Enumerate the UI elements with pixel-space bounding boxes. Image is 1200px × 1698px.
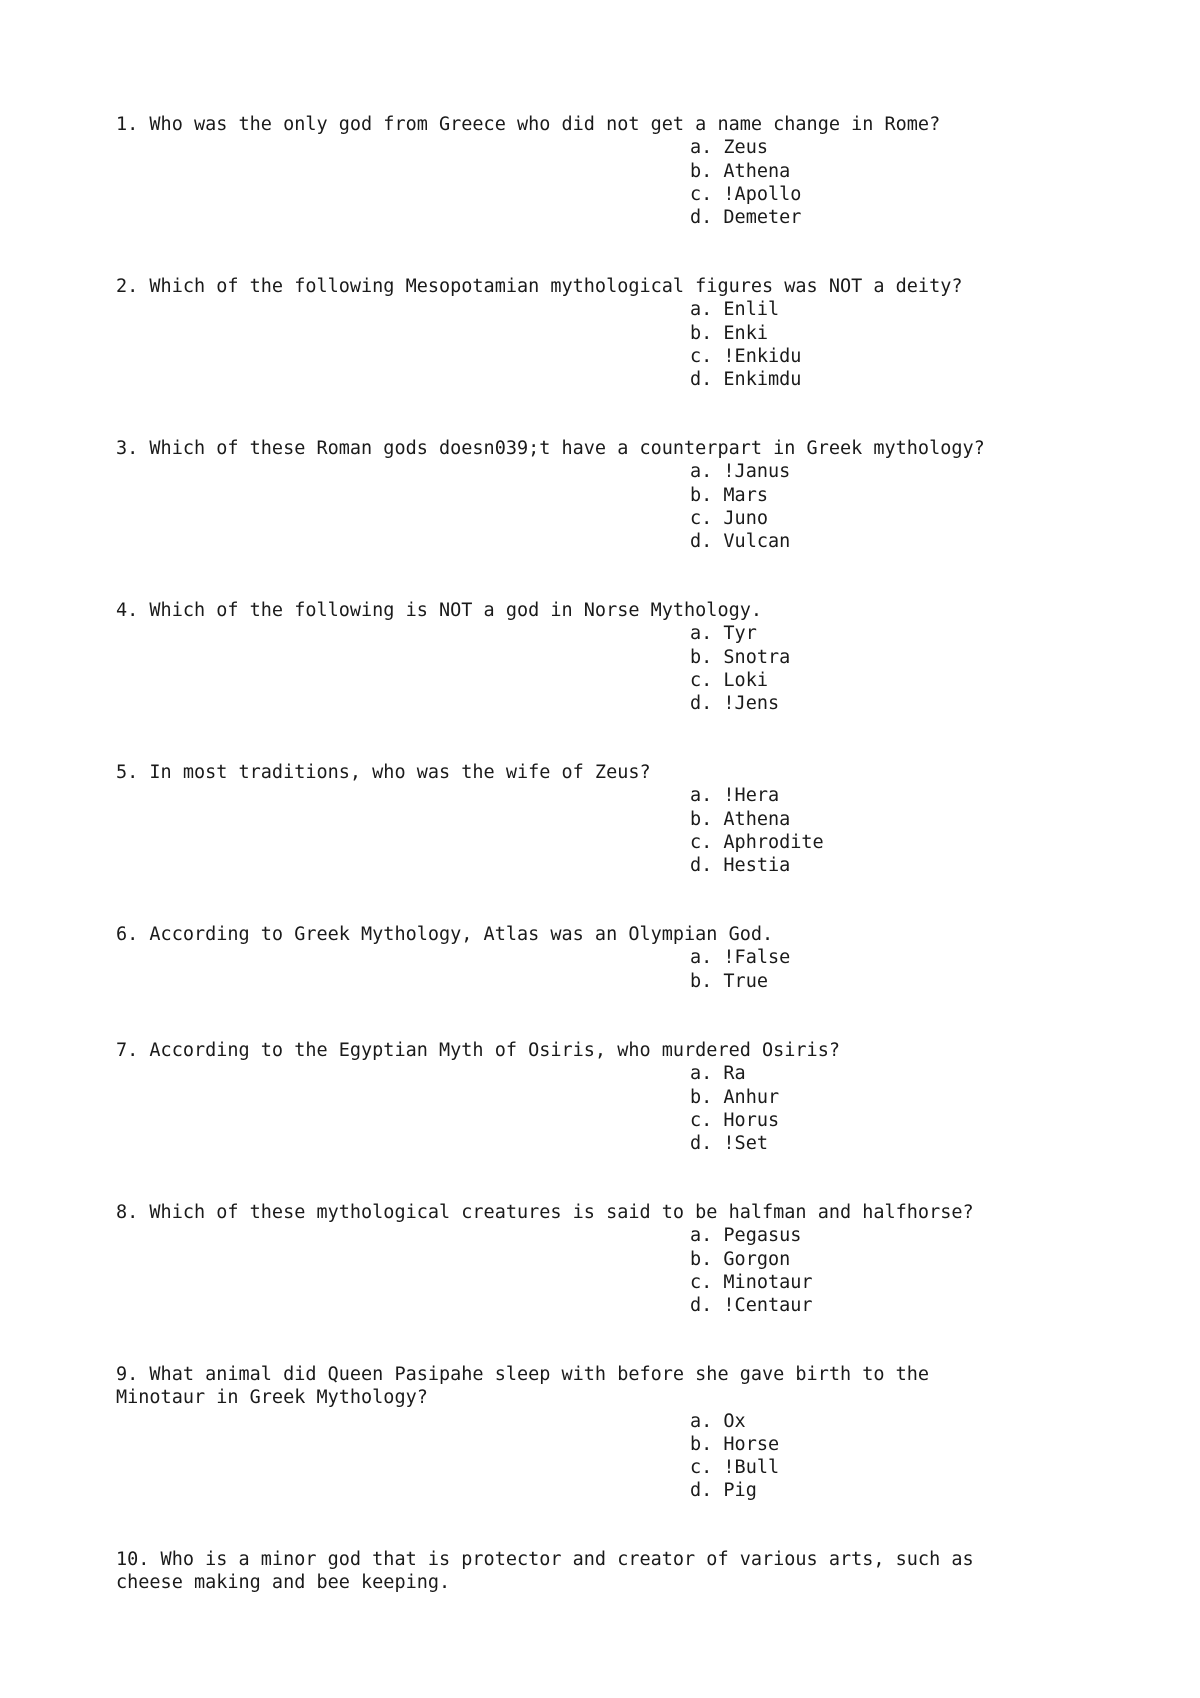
question-text: 9. What animal did Queen Pasipahe sleep with before she gave birth to the Minotaur in Greek Mythology? (116, 1364, 930, 1409)
answer-options (690, 622, 1116, 715)
answer-option: d. Enkimdu (690, 369, 802, 391)
answer-options (690, 784, 1116, 877)
question-6 (116, 923, 1116, 993)
question-4 (116, 599, 1116, 715)
answer-option: d. Demeter (690, 207, 802, 229)
question-5 (116, 761, 1116, 877)
answer-option: d. Hestia (690, 855, 791, 877)
answer-options (690, 136, 1116, 229)
question-9 (116, 1363, 1116, 1503)
answer-option: d. !Centaur (690, 1295, 813, 1317)
question-text: 4. Which of the following is NOT a god in Norse Mythology. (116, 600, 763, 621)
answer-option: b. True (690, 970, 768, 992)
answer-options (690, 946, 1116, 993)
question-text: 1. Who was the only god from Greece who did not get a name change in Rome? (116, 114, 941, 135)
answer-option: b. Enki (690, 322, 768, 344)
answer-option: a. Zeus (690, 137, 768, 159)
answer-option: b. Snotra (690, 646, 791, 668)
question-text: 7. According to the Egyptian Myth of Osiris, who murdered Osiris? (116, 1040, 840, 1061)
answer-option: d. Pig (690, 1480, 757, 1502)
question-text: 2. Which of the following Mesopotamian mythological figures was NOT a deity? (116, 276, 963, 297)
answer-option: b. Horse (690, 1433, 780, 1455)
answer-option: a. !Janus (690, 461, 791, 483)
question-1 (116, 113, 1116, 229)
answer-option: c. !Enkidu (690, 345, 802, 367)
answer-option: b. Mars (690, 484, 768, 506)
answer-option: a. Tyr (690, 623, 757, 645)
question-3 (116, 437, 1116, 553)
answer-option: c. Aphrodite (690, 831, 824, 853)
question-8 (116, 1201, 1116, 1317)
answer-option: a. Pegasus (690, 1225, 802, 1247)
question-text: 5. In most traditions, who was the wife of Zeus? (116, 762, 651, 783)
question-10 (116, 1548, 1116, 1595)
answer-options (690, 298, 1116, 391)
answer-option: b. Athena (690, 160, 791, 182)
answer-options (690, 1224, 1116, 1317)
question-7 (116, 1039, 1116, 1155)
answer-option: c. Horus (690, 1109, 780, 1131)
answer-option: c. !Apollo (690, 183, 802, 205)
answer-options (690, 1062, 1116, 1155)
question-text: 10. Who is a minor god that is protector and creator of various arts, such as cheese making and bee keeping. (116, 1549, 974, 1594)
answer-option: c. Minotaur (690, 1271, 813, 1293)
question-text: 3. Which of these Roman gods doesn039;t have a counterpart in Greek mythology? (116, 438, 985, 459)
answer-option: d. !Set (690, 1133, 768, 1155)
answer-option: a. Ra (690, 1063, 746, 1085)
question-text: 6. According to Greek Mythology, Atlas was an Olympian God. (116, 924, 774, 945)
answer-option: a. !False (690, 947, 791, 969)
answer-option: a. !Hera (690, 785, 780, 807)
answer-option: b. Anhur (690, 1086, 780, 1108)
question-2 (116, 275, 1116, 391)
answer-option: c. Juno (690, 507, 768, 529)
answer-option: c. !Bull (690, 1457, 780, 1479)
answer-option: b. Athena (690, 808, 791, 830)
answer-options (690, 460, 1116, 553)
answer-option: d. !Jens (690, 693, 780, 715)
answer-options (690, 1410, 1116, 1503)
answer-option: b. Gorgon (690, 1248, 791, 1270)
answer-option: d. Vulcan (690, 531, 791, 553)
question-text: 8. Which of these mythological creatures is said to be halfman and halfhorse? (116, 1202, 974, 1223)
answer-option: c. Loki (690, 669, 768, 691)
answer-option: a. Ox (690, 1410, 746, 1432)
answer-option: a. Enlil (690, 299, 780, 321)
